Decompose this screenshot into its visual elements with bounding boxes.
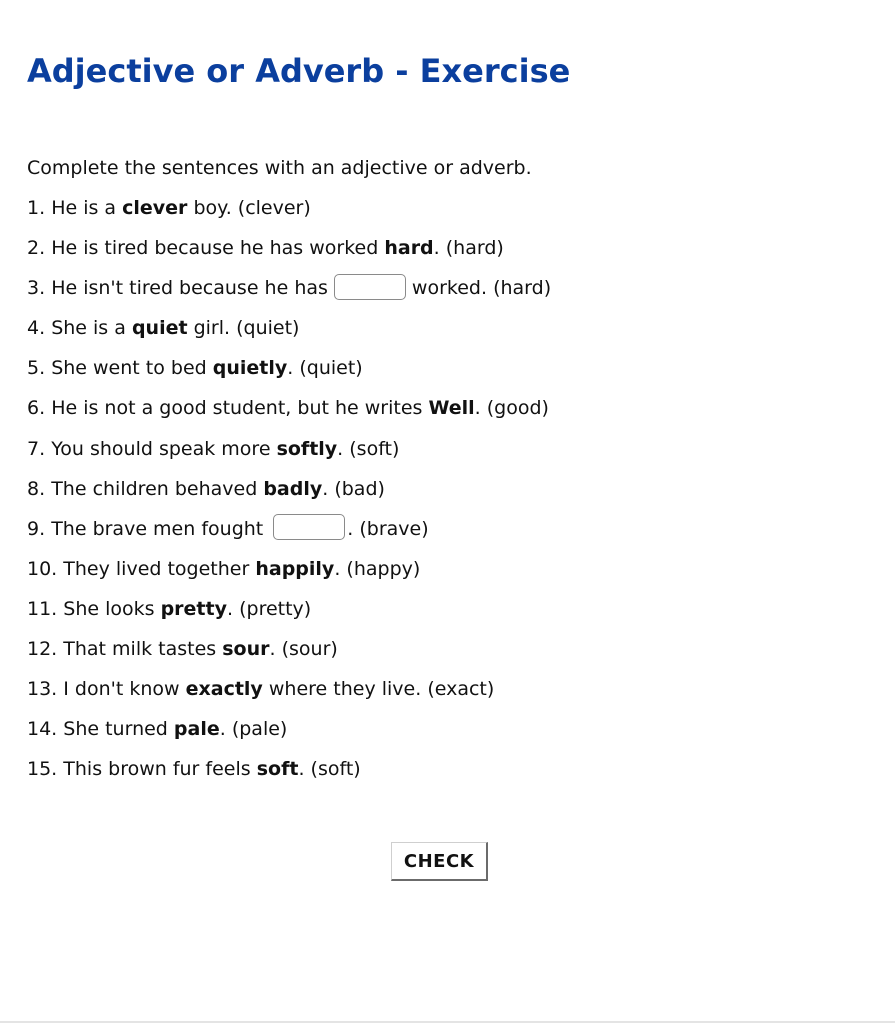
answer-word: exactly — [185, 678, 263, 701]
question-list — [27, 194, 551, 795]
question-text-before: The brave men fought — [51, 517, 264, 540]
answer-word: hard — [384, 237, 434, 260]
question-3 — [27, 274, 551, 314]
question-text-after: . — [287, 357, 294, 380]
question-number: 9. — [27, 517, 46, 540]
answer-input-9[interactable] — [273, 514, 345, 540]
question-text-after: . — [269, 638, 276, 661]
question-15 — [27, 755, 551, 795]
question-text-before: You should speak more — [51, 437, 271, 460]
question-text-before: He isn't tired because he has — [51, 277, 328, 300]
question-hint: (happy) — [346, 557, 421, 580]
answer-word: pale — [173, 718, 220, 741]
page-title: Adjective or Adverb - Exercise — [27, 52, 571, 90]
question-number: 5. — [27, 357, 46, 380]
question-number: 11. — [27, 597, 58, 620]
question-14 — [27, 715, 551, 755]
question-text-after: . — [347, 517, 354, 540]
question-text-before: I don't know — [63, 678, 180, 701]
question-text-before: She went to bed — [51, 357, 207, 380]
question-text-after: . — [334, 557, 341, 580]
question-text-before: She looks — [63, 597, 155, 620]
question-hint: (hard) — [493, 277, 552, 300]
question-text-before: He is not a good student, but he writes — [51, 397, 423, 420]
question-text-after: . — [337, 437, 344, 460]
question-text-after: . — [219, 718, 226, 741]
answer-word: sour — [222, 638, 270, 661]
question-text-after: where they live. — [268, 678, 422, 701]
question-hint: (quiet) — [236, 317, 300, 340]
question-number: 10. — [27, 557, 58, 580]
answer-word: badly — [263, 477, 323, 500]
question-hint: (soft) — [310, 758, 361, 781]
question-6 — [27, 394, 551, 434]
question-text-after: . — [474, 397, 481, 420]
question-8 — [27, 475, 551, 515]
answer-word: clever — [122, 197, 188, 219]
question-text-after: . — [322, 477, 329, 500]
answer-word: softly — [276, 437, 338, 460]
answer-word: quiet — [131, 317, 188, 340]
check-button[interactable]: CHECK — [391, 842, 488, 881]
answer-input-3[interactable] — [334, 274, 406, 300]
question-text-after: . — [433, 237, 440, 260]
question-number: 2. — [27, 237, 46, 260]
question-text-before: She turned — [63, 718, 168, 741]
bottom-divider — [0, 1021, 895, 1023]
question-9 — [27, 515, 551, 555]
question-number: 7. — [27, 437, 46, 460]
question-number: 12. — [27, 638, 58, 661]
question-number: 4. — [27, 317, 46, 340]
question-11 — [27, 595, 551, 635]
question-text-before: This brown fur feels — [63, 758, 251, 781]
question-10 — [27, 555, 551, 595]
question-number: 8. — [27, 477, 46, 500]
answer-word: Well — [428, 397, 475, 420]
question-5 — [27, 354, 551, 394]
question-hint: (bad) — [334, 477, 385, 500]
question-text-after: . — [298, 758, 305, 781]
question-13 — [27, 675, 551, 715]
question-text-before: They lived together — [63, 557, 250, 580]
answer-word: soft — [256, 758, 299, 781]
question-text-after: . — [227, 597, 234, 620]
question-hint: (brave) — [359, 517, 429, 540]
answer-word: pretty — [160, 597, 227, 620]
question-text-before: The children behaved — [51, 477, 258, 500]
question-hint: (pretty) — [239, 597, 312, 620]
question-hint: (exact) — [427, 678, 495, 701]
answer-word: happily — [255, 557, 335, 580]
question-text-before: She is a — [51, 317, 126, 340]
instructions-text: Complete the sentences with an adjective or adverb. — [27, 157, 532, 179]
question-number: 15. — [27, 758, 58, 781]
question-text-before: That milk tastes — [63, 638, 217, 661]
question-1 — [27, 194, 551, 234]
question-12 — [27, 635, 551, 675]
question-4 — [27, 314, 551, 354]
question-text-before: He is a — [51, 197, 117, 219]
question-hint: (quiet) — [299, 357, 363, 380]
question-number: 13. — [27, 678, 58, 701]
question-text-after: boy. — [193, 197, 232, 219]
question-hint: (pale) — [231, 718, 288, 741]
question-text-before: He is tired because he has worked — [51, 237, 379, 260]
question-hint: (soft) — [349, 437, 400, 460]
question-text-after: worked. — [411, 277, 488, 300]
question-hint: (hard) — [445, 237, 504, 260]
question-hint: (clever) — [237, 197, 311, 219]
question-hint: (good) — [486, 397, 549, 420]
answer-word: quietly — [212, 357, 288, 380]
question-number: 14. — [27, 718, 58, 741]
question-7 — [27, 435, 551, 475]
question-number: 6. — [27, 397, 46, 420]
question-text-after: girl. — [193, 317, 231, 340]
question-2 — [27, 234, 551, 274]
question-hint: (sour) — [281, 638, 338, 661]
question-number: 3. — [27, 277, 46, 300]
question-number: 1. — [27, 197, 46, 219]
